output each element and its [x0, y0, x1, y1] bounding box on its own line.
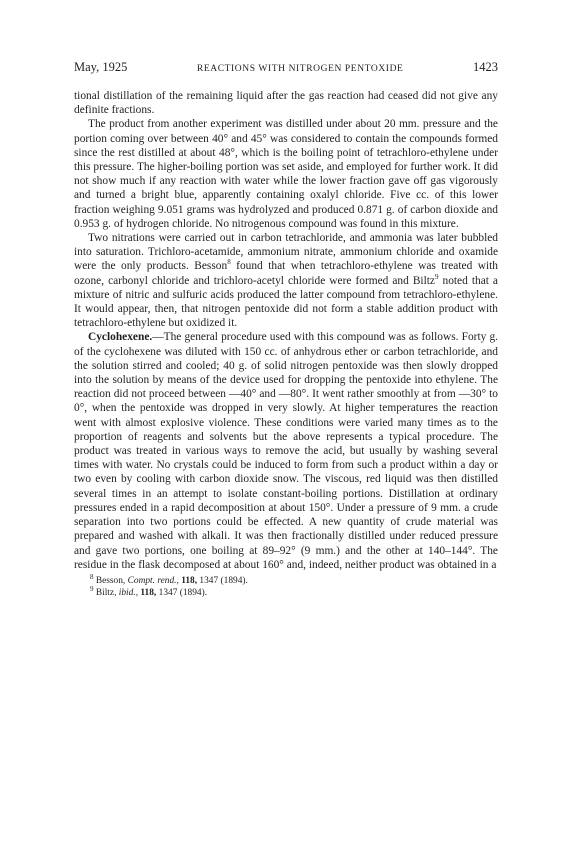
paragraph-2: The product from another experiment was distilled under about 20 mm. pressure and the portion coming over between 40° and 45° was considered to contain the compounds formed since the rest distilled at about 48°, which is the boiling point of tetrachloro-ethylene under this pressure. The higher-boiling portion was set aside, and employed for further work. It did not show much if any reaction with water while the lower fraction gave off gas vigorously and turned a bright blue, apparently containing oxalyl chloride. Five cc. of this lower fraction weighing 9.051 grams was hydrolyzed and produced 0.871 g. of carbon dioxide and 0.953 g. of hydrogen chloride. No nitrogenous compound was found in this mixture. [74, 118, 498, 230]
footnote-journal: Compt. rend., [127, 575, 179, 586]
footnote-ref-9: 9 [434, 272, 439, 281]
footnote-pages: 1347 (1894). [156, 587, 208, 598]
footnote-9 [74, 584, 498, 599]
paragraph-3-part-c: noted that a mixture of nitric and sulfuric acids produced the latter compound from tetrachloro-ethylene. It would appear, then, that nitrogen pentoxide did not form a stable addition product with tetrachloro-ethylene but oxidized it. [74, 274, 498, 330]
paragraph-4-body: —The general procedure used with this compound was as follows. Forty g. of the cyclohexene was diluted with 150 cc. of anhydrous ether or carbon tetrachloride, and the solution stirred and cooled; 40 g. of solid nitrogen pentoxide was then slowly dropped into the solution by means of the device used for dropping the pentoxide into ethylene. The reaction did not proceed between —40° and —80°. It went rather smoothly at from —30° to 0°, when the pentoxide was dropped in very slowly. At higher temperatures the reaction went with almost explosive violence. These conditions were varied many times as to the proportion of reagents and solvents but the above represents a typical procedure. The product was treated in various ways to remove the acid, but usually by washing several times with water. No crystals could be induced to form from such a product within a day or two even by cooling with carbon dioxide snow. The viscous, red liquid was then distilled several times in an attempt to isolate constant-boiling portions. Distillation at ordinary pressures ended in a rapid decomposition at about 150°. Under a pressure of 9 mm. a crude separation into two portions could be effected. A new quantity of crude material was prepared and washed with alkali. It was then fractionally distilled under reduced pressure and gave two portions, one boiling at 89–92° (9 mm.) and the other at 140–144°. The residue in the flask decomposed at about 160° and, indeed, neither product was obtained in a [74, 331, 498, 571]
footnote-mark: 8 [90, 572, 94, 581]
body-text [74, 89, 498, 572]
footnote-volume: 118, [140, 587, 157, 598]
footnote-author: Besson, [93, 575, 128, 586]
running-header [74, 60, 498, 75]
footnote-pages: 1347 (1894). [197, 575, 248, 586]
footnote-ref-8: 8 [227, 258, 231, 267]
footnote-8 [74, 572, 498, 587]
paragraph-3 [74, 231, 498, 330]
paragraph-3-part-a: Two nitrations were carried out in carbon tetrachloride, and ammonia was later bubbled into saturation. Trichloro-acetamide, ammonium nitrate, ammonium chloride and oxamide were the only products. Besson [74, 232, 498, 273]
running-title: REACTIONS WITH NITROGEN PENTOXIDE [196, 64, 404, 74]
paragraph-3-part-b: found that when tetrachloro-ethylene was treated with ozone, carbonyl chloride and trichloro-acetyl chloride were formed and Biltz [74, 260, 498, 287]
document-page [74, 60, 498, 599]
footnotes [74, 572, 498, 599]
footnote-author: Biltz, [93, 587, 119, 598]
section-heading-cyclohexene: Cyclohexene. [88, 331, 153, 344]
footnote-journal: ibid., [118, 587, 139, 598]
paragraph-4 [74, 330, 498, 571]
header-date: May, 1925 [74, 60, 128, 74]
paragraph-1: tional distillation of the remaining liquid after the gas reaction had ceased did not give any definite fractions. [74, 90, 498, 117]
footnote-mark: 9 [90, 584, 94, 593]
footnote-volume: 118, [181, 575, 198, 586]
page-number: 1423 [472, 60, 498, 74]
